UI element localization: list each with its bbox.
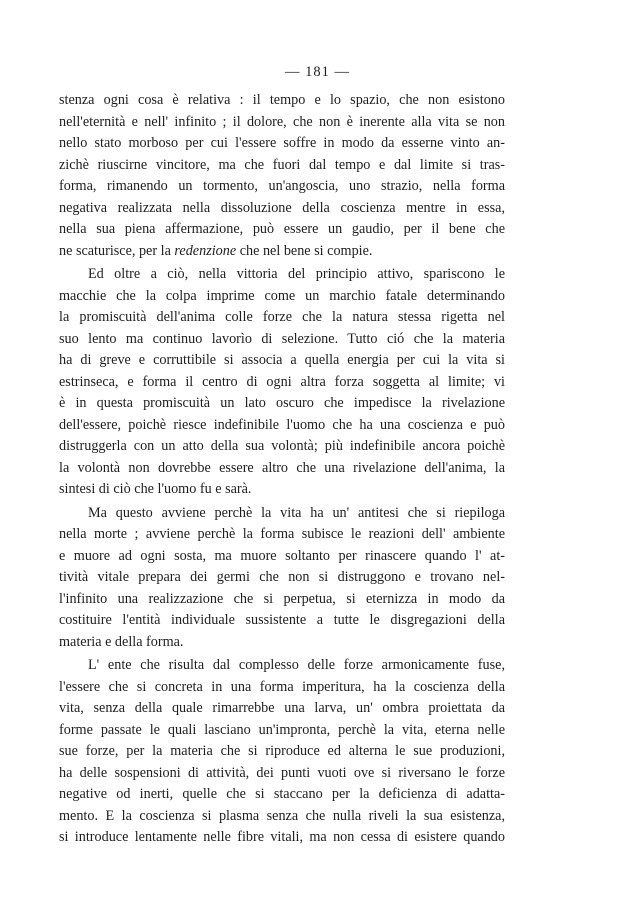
text-line: L' ente che risulta dal complesso delle forze armonicamente fuse, [88,657,505,673]
text-line: tività vitale prepara dei germi che non si distruggono e trovano nel- [59,569,505,585]
text-line: Ma questo avviene perchè la vita ha un' antitesi che si riepiloga [88,504,505,521]
text-line: nella sua piena affermazione, può essere un gaudio, per il bene che [59,221,505,237]
text-line: ha delle sospensioni di attività, dei punti vuoti ove si riversano le forze [59,764,505,781]
body-text [59,90,505,849]
text-line: nello stato morboso per cui l'essere soffre in modo da esserne vinto an- [59,135,505,151]
text-line: l'infinito una realizzazione che si perpetua, si eternizza in modo da [59,590,505,607]
text-line: zichè riuscirne vincitore, ma che fuori dal tempo e dal limite si tras- [59,156,505,173]
text-line: suo lento ma continuo lavorìo di selezione. Tutto ció che la materia [59,330,505,347]
text-line: nella morte ; avviene perchè la forma subisce le reazioni dell' ambiente [59,526,505,542]
text-line: negativa realizzata nella dissoluzione della coscienza mentre in essa, [59,199,505,216]
text-line: dell'essere, poichè riesce indefinibile l'uomo che ha una coscienza e può [59,416,505,433]
text-line: e muore ad ogni sosta, ma muore soltanto per rinascere quando l' at- [59,547,505,564]
text-line: l'essere che si concreta in una forma imperitura, ha la coscienza della [59,678,505,695]
text-line: distruggerla con un atto della sua volontà; più indefinibile ancora poichè [59,438,505,454]
paragraph [59,655,505,849]
text-line: costituire l'entità individuale sussistente a tutte le disgregazioni della [59,612,505,628]
text-line: la volontà non dovrebbe essere altro che una rivelazione dell'anima, la [59,459,505,476]
text-line: sue forze, per la materia che si riproduce ed alterna le sue produzioni, [59,743,505,759]
text-segment: ne scaturisce, per la [59,242,175,259]
text-line: la promiscuità dell'anima colle forze che la natura stessa rigetta nel [59,309,505,325]
paragraph [59,264,505,501]
paragraph [59,503,505,654]
italic-word: redenzione [174,242,237,259]
text-line: nell'eternità e nell' infinito ; il dolore, che non è inerente alla vita se non [59,113,505,130]
text-line: negative od inerti, quelle che si staccano per la deficienza di adatta- [59,786,505,802]
text-line: vita, senza della quale rimarrebbe una larva, un' ombra proiettata da [59,700,505,716]
text-line: mento. E la coscienza si plasma senza che nulla riveli la sua esistenza, [59,807,505,824]
text-line: Ed oltre a ciò, nella vittoria del principio attivo, spariscono le [88,266,505,282]
text-segment: che nel bene si compie. [236,242,373,259]
text-line [59,241,505,263]
text-line: forma, rimanendo un tormento, un'angoscia, uno strazio, nella forma [59,178,505,194]
text-line: stenza ogni cosa è relativa : il tempo e lo spazio, che non esistono [59,92,505,108]
page-number: — 181 — [285,64,350,80]
text-line: ha di greve e corruttibile si associa a quella energia per cui la vita si [59,352,505,368]
text-line: materia e della forma. [59,633,184,650]
text-line: sintesi di ciò che l'uomo fu e sarà. [59,481,252,497]
text-line: si introduce lentamente nelle fibre vitali, ma non cessa di esistere quando [59,829,505,845]
paragraph [59,90,505,262]
text-line: è in questa promiscuità un lato oscuro che impedisce la rivelazione [59,395,505,411]
text-line: estrinseca, e forma il centro di ogni altra forza soggetta al limite; vi [59,373,505,390]
text-line: forme passate le quali lasciano un'impronta, perchè la vita, eterna nelle [59,721,505,738]
text-line: macchie che la colpa imprime come un marchio fatale determinando [59,287,505,304]
